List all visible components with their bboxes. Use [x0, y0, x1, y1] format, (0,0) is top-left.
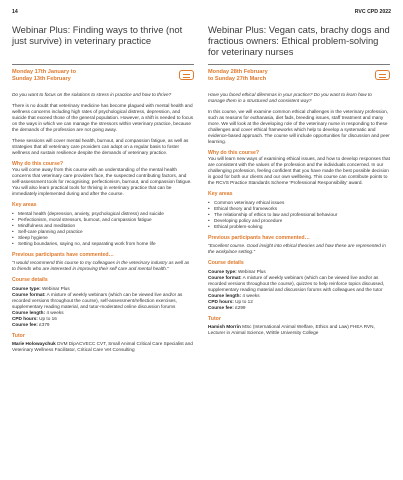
course-dates: [12, 69, 194, 88]
date-start: Monday 17th January to: [12, 69, 77, 75]
course-paragraph: In this course, we will examine common ethical challenges in the veterinary profession, such as reasons for euthanasia, diet fads, breeding issues, staff treatment and many more. We will look at the developing role of the veterinary nurse in responding to these challenges and cover ethical frameworks which help to develop a systematic and evidence-based approach. The course will include opportunities for discussion and peer learning.: [208, 109, 390, 144]
date-end: to Sunday 27th March: [208, 75, 267, 82]
why-heading: Why do this course?: [208, 150, 260, 156]
course-title: Webinar Plus: Vegan cats, brachy dogs and fractious owners: Ethical problem-solving for veterinary nurses: [208, 24, 390, 58]
previous-heading: Previous participants have commented…: [12, 251, 114, 258]
tutor-heading: Tutor: [208, 315, 221, 322]
why-text: You will learn new ways of examining ethical issues, and how to develop responses that are consistent with the values of the profession and the individuals concerned. In our challenging profession, feeling confident that you have made the best possible decision is good for both our clients and our own wellbeing. This course can contribute points to the RCVS Practice Standards Scheme 'Professional Responsibility' award.: [208, 156, 390, 186]
course-intro: Do you want to focus on the solutions to stress in practice and how to thrive?: [12, 92, 172, 97]
detail-label: CPD hours:: [208, 298, 234, 304]
title-divider: [12, 64, 194, 65]
detail-value: £379: [39, 321, 50, 327]
detail-value: Webinar Plus: [41, 285, 70, 291]
webinar-icon: [179, 70, 194, 80]
detail-label: Course type:: [12, 285, 41, 291]
detail-value: A mixture of weekly webinars (which can be viewed live and/or as recorded versions throughout the course), self-assessment/reflection exercises, supplementary reading material, and tutor-moderated online discussion forums: [12, 291, 183, 309]
course-details: [208, 269, 390, 311]
date-start: Monday 28th February: [208, 69, 268, 75]
detail-value: £299: [235, 304, 246, 310]
course-details: [12, 286, 194, 328]
tutor-name: Marie Holowaychuk: [12, 341, 56, 347]
list-item: • Developing policy and procedure: [208, 218, 390, 224]
course-paragraph: These sessions will cover mental health, burnout, and compassion fatigue, as well as strategies that all veterinary care providers can adopt on a regular basis to foster wellness and sustain resilience despite the demands of veterinary practice.: [12, 138, 189, 155]
list-item: • Perfectionism, moral stressors, burnout, and compassion fatigue: [12, 217, 194, 223]
course-thriving-in-practice: [12, 24, 194, 353]
course-title: Webinar Plus: Finding ways to thrive (not just survive) in veterinary practice: [12, 24, 183, 47]
key-areas-heading: Key areas: [12, 202, 37, 209]
detail-value: 4 weeks: [242, 292, 260, 298]
list-item: • Common veterinary ethical issues: [208, 200, 390, 206]
tutor-credentials: MSc (International Animal Welfare, Ethics and Law) FHEA RVN, Lecturer in Animal Science, Writtle University College: [208, 324, 375, 336]
details-heading: Course details: [208, 260, 244, 267]
detail-label: Course type:: [208, 268, 237, 274]
details-heading: Course details: [12, 277, 48, 284]
detail-label: Course format:: [12, 291, 46, 297]
course-veterinary-ethics: [208, 24, 390, 336]
course-paragraph: There is no doubt that veterinary medicine has become plagued with mental health and wellness concerns including high rates of psychological distress, depression, and suicide that exceed those of the general population. However, a shift is needed to focus on the ways in which we can manage the stressors within veterinary practice, because the demands of the profession are not going away.: [12, 103, 194, 132]
detail-label: Course format:: [208, 274, 242, 280]
course-intro: Have you faced ethical dilemmas in your practice? Do you want to learn how to manage them in a structured and consistent way?: [208, 92, 372, 103]
detail-value: 4 weeks: [46, 309, 64, 315]
tutor-credentials: DVM DipACVECC CVT, Small Animal Critical Care Specialist and Veterinary Wellness Facilitator, Critical Care Vet Consulting: [12, 341, 193, 353]
page-header: [12, 9, 391, 17]
participant-quote: "Excellent course. Good insight into ethical theories and how these are represented in the workplace setting.": [208, 243, 386, 255]
title-divider: [208, 64, 390, 65]
list-item: • Setting boundaries, saying no, and separating work from home life: [12, 241, 194, 247]
detail-value: A mixture of weekly webinars (which can be viewed live and/or as recorded versions throughout the course), quizzes to help reinforce topics discussed, supplementary reading material and discussion forums with colleagues and the tutor: [208, 274, 385, 292]
list-item: • Self-care planning and practice: [12, 229, 194, 235]
webinar-icon: [375, 70, 390, 80]
why-text: You will come away from this course with an understanding of the mental health concerns that veterinary care providers face, the suspected contributing factors, and self-assessment tools for recognising; perfectionism, burnout, and compassion fatigue. You will also learn practical tools for thriving in veterinary practice that can be immediately implemented during and after the course.: [12, 167, 192, 197]
list-item: • The relationship of ethics to law and professional behaviour: [208, 212, 390, 218]
course-dates: [208, 69, 390, 88]
detail-label: Course length:: [208, 292, 242, 298]
list-item: • Mental health (depression, anxiety, psychological distress) and suicide: [12, 211, 194, 217]
detail-value: Webinar Plus: [237, 268, 266, 274]
tutor-info: [12, 341, 194, 353]
detail-label: Course length:: [12, 309, 46, 315]
detail-label: Course fee:: [208, 304, 234, 310]
list-item: • Ethical theory and frameworks: [208, 206, 390, 212]
tutor-heading: Tutor: [12, 332, 25, 339]
key-areas-list: [12, 211, 194, 247]
list-item: • Ethical problem-solving: [208, 224, 390, 230]
key-areas-heading: Key areas: [208, 191, 233, 198]
previous-heading: Previous participants have commented…: [208, 234, 310, 241]
detail-value: Up to 12: [235, 298, 253, 304]
tutor-info: [208, 324, 390, 336]
detail-label: CPD hours:: [12, 315, 38, 321]
detail-value: Up to 16: [39, 315, 57, 321]
detail-label: Course fee:: [12, 321, 38, 327]
list-item: • Sleep hygiene: [12, 235, 194, 241]
participant-quote: "I would recommend this course to my colleagues in the veterinary industry as well as to friends who are interested in improving their self care and mental health.": [12, 260, 190, 272]
page-number: 14: [12, 9, 18, 15]
why-heading: Why do this course?: [12, 161, 64, 167]
list-item: • Mindfulness and meditation: [12, 223, 194, 229]
tutor-name: Hamish Morrin: [208, 324, 241, 330]
key-areas-list: [208, 200, 390, 230]
date-end: Sunday 13th February: [12, 75, 71, 82]
page-brand: RVC CPD 2022: [354, 9, 391, 15]
